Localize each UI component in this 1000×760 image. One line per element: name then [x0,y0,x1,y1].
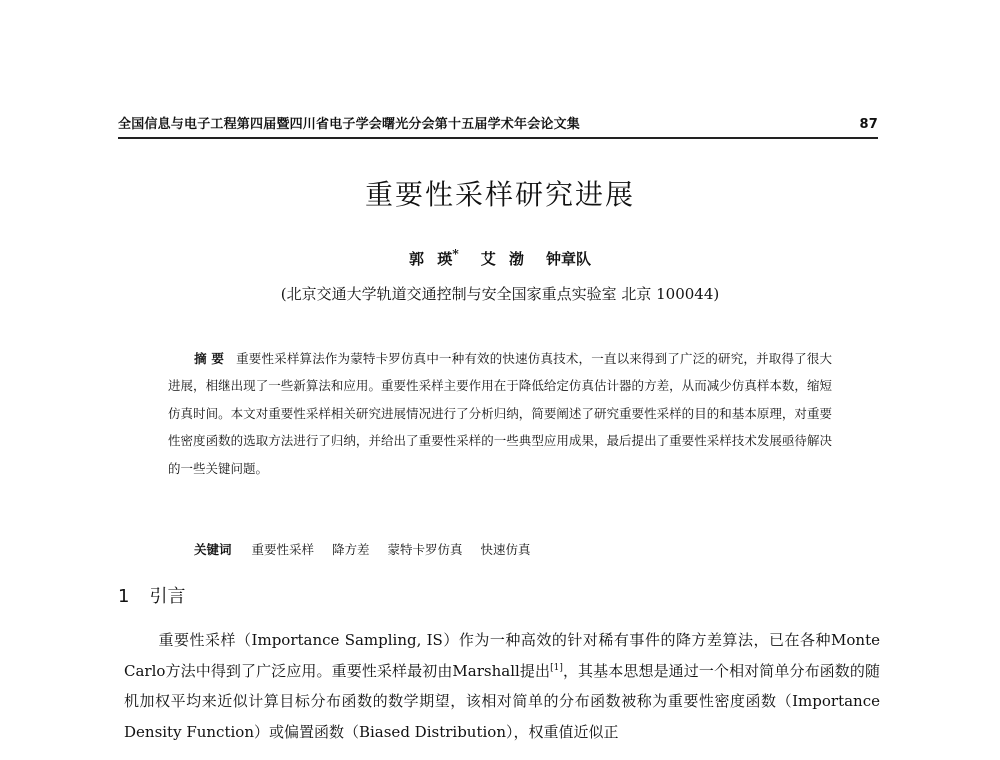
keywords [194,540,834,558]
header-rule [118,137,878,139]
section-heading [118,582,185,608]
page-number: 87 [859,117,878,132]
section-title: 引言 [149,586,186,607]
section-body [124,625,880,747]
author-name: 郭 瑛 [408,250,453,268]
keyword: 重要性采样 [251,542,315,557]
author-name: 艾 渤 [480,250,524,268]
body-text-part: 重要性采样（Importance Sampling, IS）作为一种高效的针对稀有事件的降方差算法，已在各种Monte Carlo方法中得到了广泛应用。重要性采样最初由Marshall提出 [124,631,880,680]
body-text-part: ，其基本思想是通过一个相对简单分布函数的随机加权平均来近似计算目标分布函数的数学期望，该相对简单的分布函数被称为重要性密度函数（Importance Density Function）或偏置函数（Biased Distribution），权重值近似正 [124,661,880,741]
keyword: 快速仿真 [480,542,531,557]
section-number: 1 [118,586,130,607]
keyword: 蒙特卡罗仿真 [387,542,463,557]
author-list [0,246,1000,269]
citation: [1] [550,662,563,673]
paper-title: 重要性采样研究进展 [364,178,635,211]
author-name: 钟章队 [546,250,592,268]
keywords-label: 关键词 [194,542,232,557]
corresponding-author-mark: * [452,246,459,261]
running-header [118,113,878,132]
abstract [168,345,832,482]
abstract-text: 重要性采样算法作为蒙特卡罗仿真中一种有效的快速仿真技术，一直以来得到了广泛的研究，并取得了很大进展，相继出现了一些新算法和应用。重要性采样主要作用在于降低给定仿真估计器的方差，从而减少仿真样本数，缩短仿真时间。本文对重要性采样相关研究进展情况进行了分析归纳，简要阐述了研究重要性采样的目的和基本原理，对重要性密度函数的选取方法进行了归纳，并给出了重要性采样的一些典型应用成果，最后提出了重要性采样技术发展亟待解决的一些关键问题。 [168,351,832,476]
keyword: 降方差 [332,542,370,557]
abstract-label: 摘 要 [194,351,225,366]
affiliation: (北京交通大学轨道交通控制与安全国家重点实验室 北京 100044) [280,285,720,303]
proceedings-title: 全国信息与电子工程第四届暨四川省电子学会曙光分会第十五届学术年会论文集 [118,117,581,132]
